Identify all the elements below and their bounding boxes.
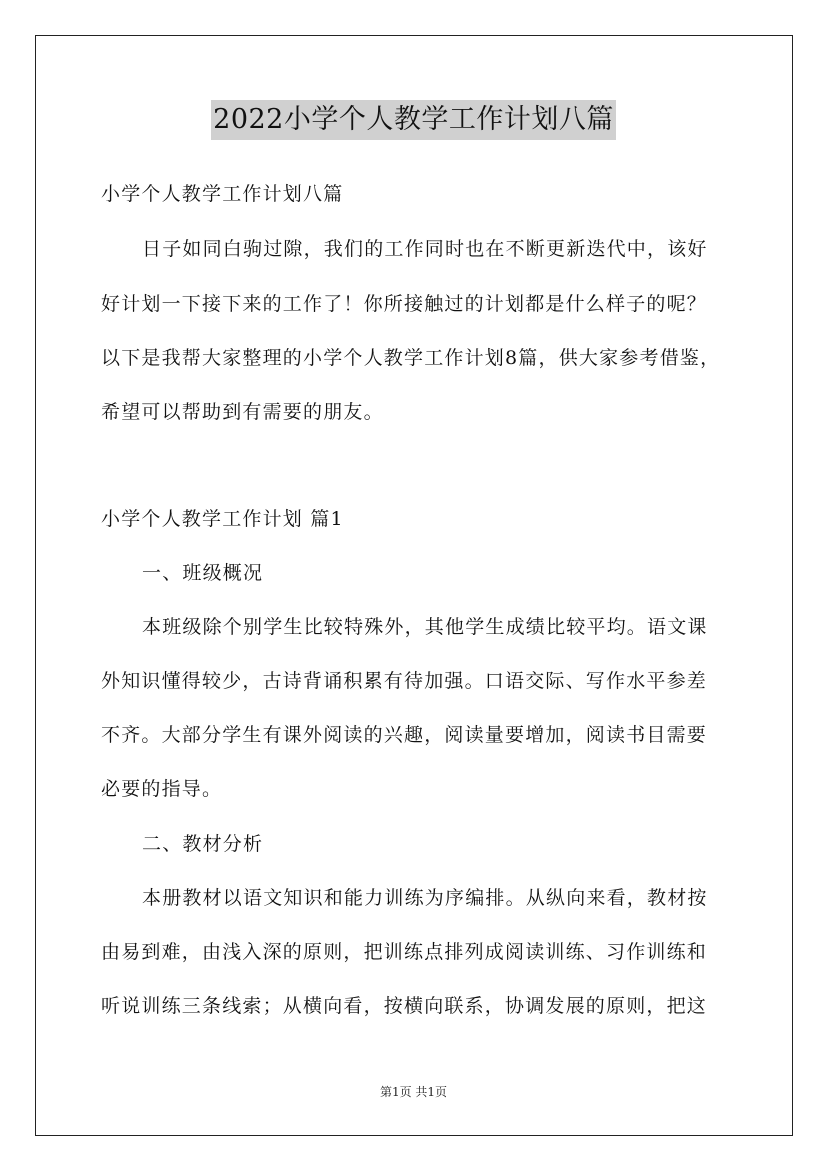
body-paragraph-line: 不齐。大部分学生有课外阅读的兴趣，阅读量要增加，阅读书目需要 (101, 724, 708, 746)
subsection-heading: 一、班级概况 (142, 562, 264, 584)
document-subtitle: 小学个人教学工作计划八篇 (101, 183, 344, 205)
intro-paragraph-line: 以下是我帮大家整理的小学个人教学工作计划8篇，供大家参考借鉴， (101, 347, 721, 369)
subsection-heading: 二、教材分析 (142, 833, 264, 855)
body-paragraph-line: 本班级除个别学生比较特殊外，其他学生成绩比较平均。语文课 (142, 616, 708, 638)
intro-paragraph-line: 日子如同白驹过隙，我们的工作同时也在不断更新迭代中，该好 (142, 238, 708, 260)
intro-paragraph-line: 希望可以帮助到有需要的朋友。 (101, 401, 384, 423)
body-paragraph-line: 由易到难，由浅入深的原则，把训练点排列成阅读训练、习作训练和 (101, 941, 708, 963)
intro-paragraph-line: 好计划一下接下来的工作了！你所接触过的计划都是什么样子的呢？ (101, 293, 708, 315)
body-paragraph-line: 必要的指导。 (101, 778, 223, 800)
document-title: 2022小学个人教学工作计划八篇 (211, 100, 616, 140)
body-paragraph-line: 本册教材以语文知识和能力训练为序编排。从纵向来看，教材按 (142, 887, 708, 909)
page-footer: 第1页 共1页 (379, 1085, 448, 1099)
body-paragraph-line: 听说训练三条线索；从横向看，按横向联系，协调发展的原则，把这 (101, 995, 708, 1017)
section-heading: 小学个人教学工作计划 篇1 (101, 508, 344, 530)
title-container (0, 100, 827, 140)
body-paragraph-line: 外知识懂得较少，古诗背诵积累有待加强。口语交际、写作水平参差 (101, 670, 708, 692)
